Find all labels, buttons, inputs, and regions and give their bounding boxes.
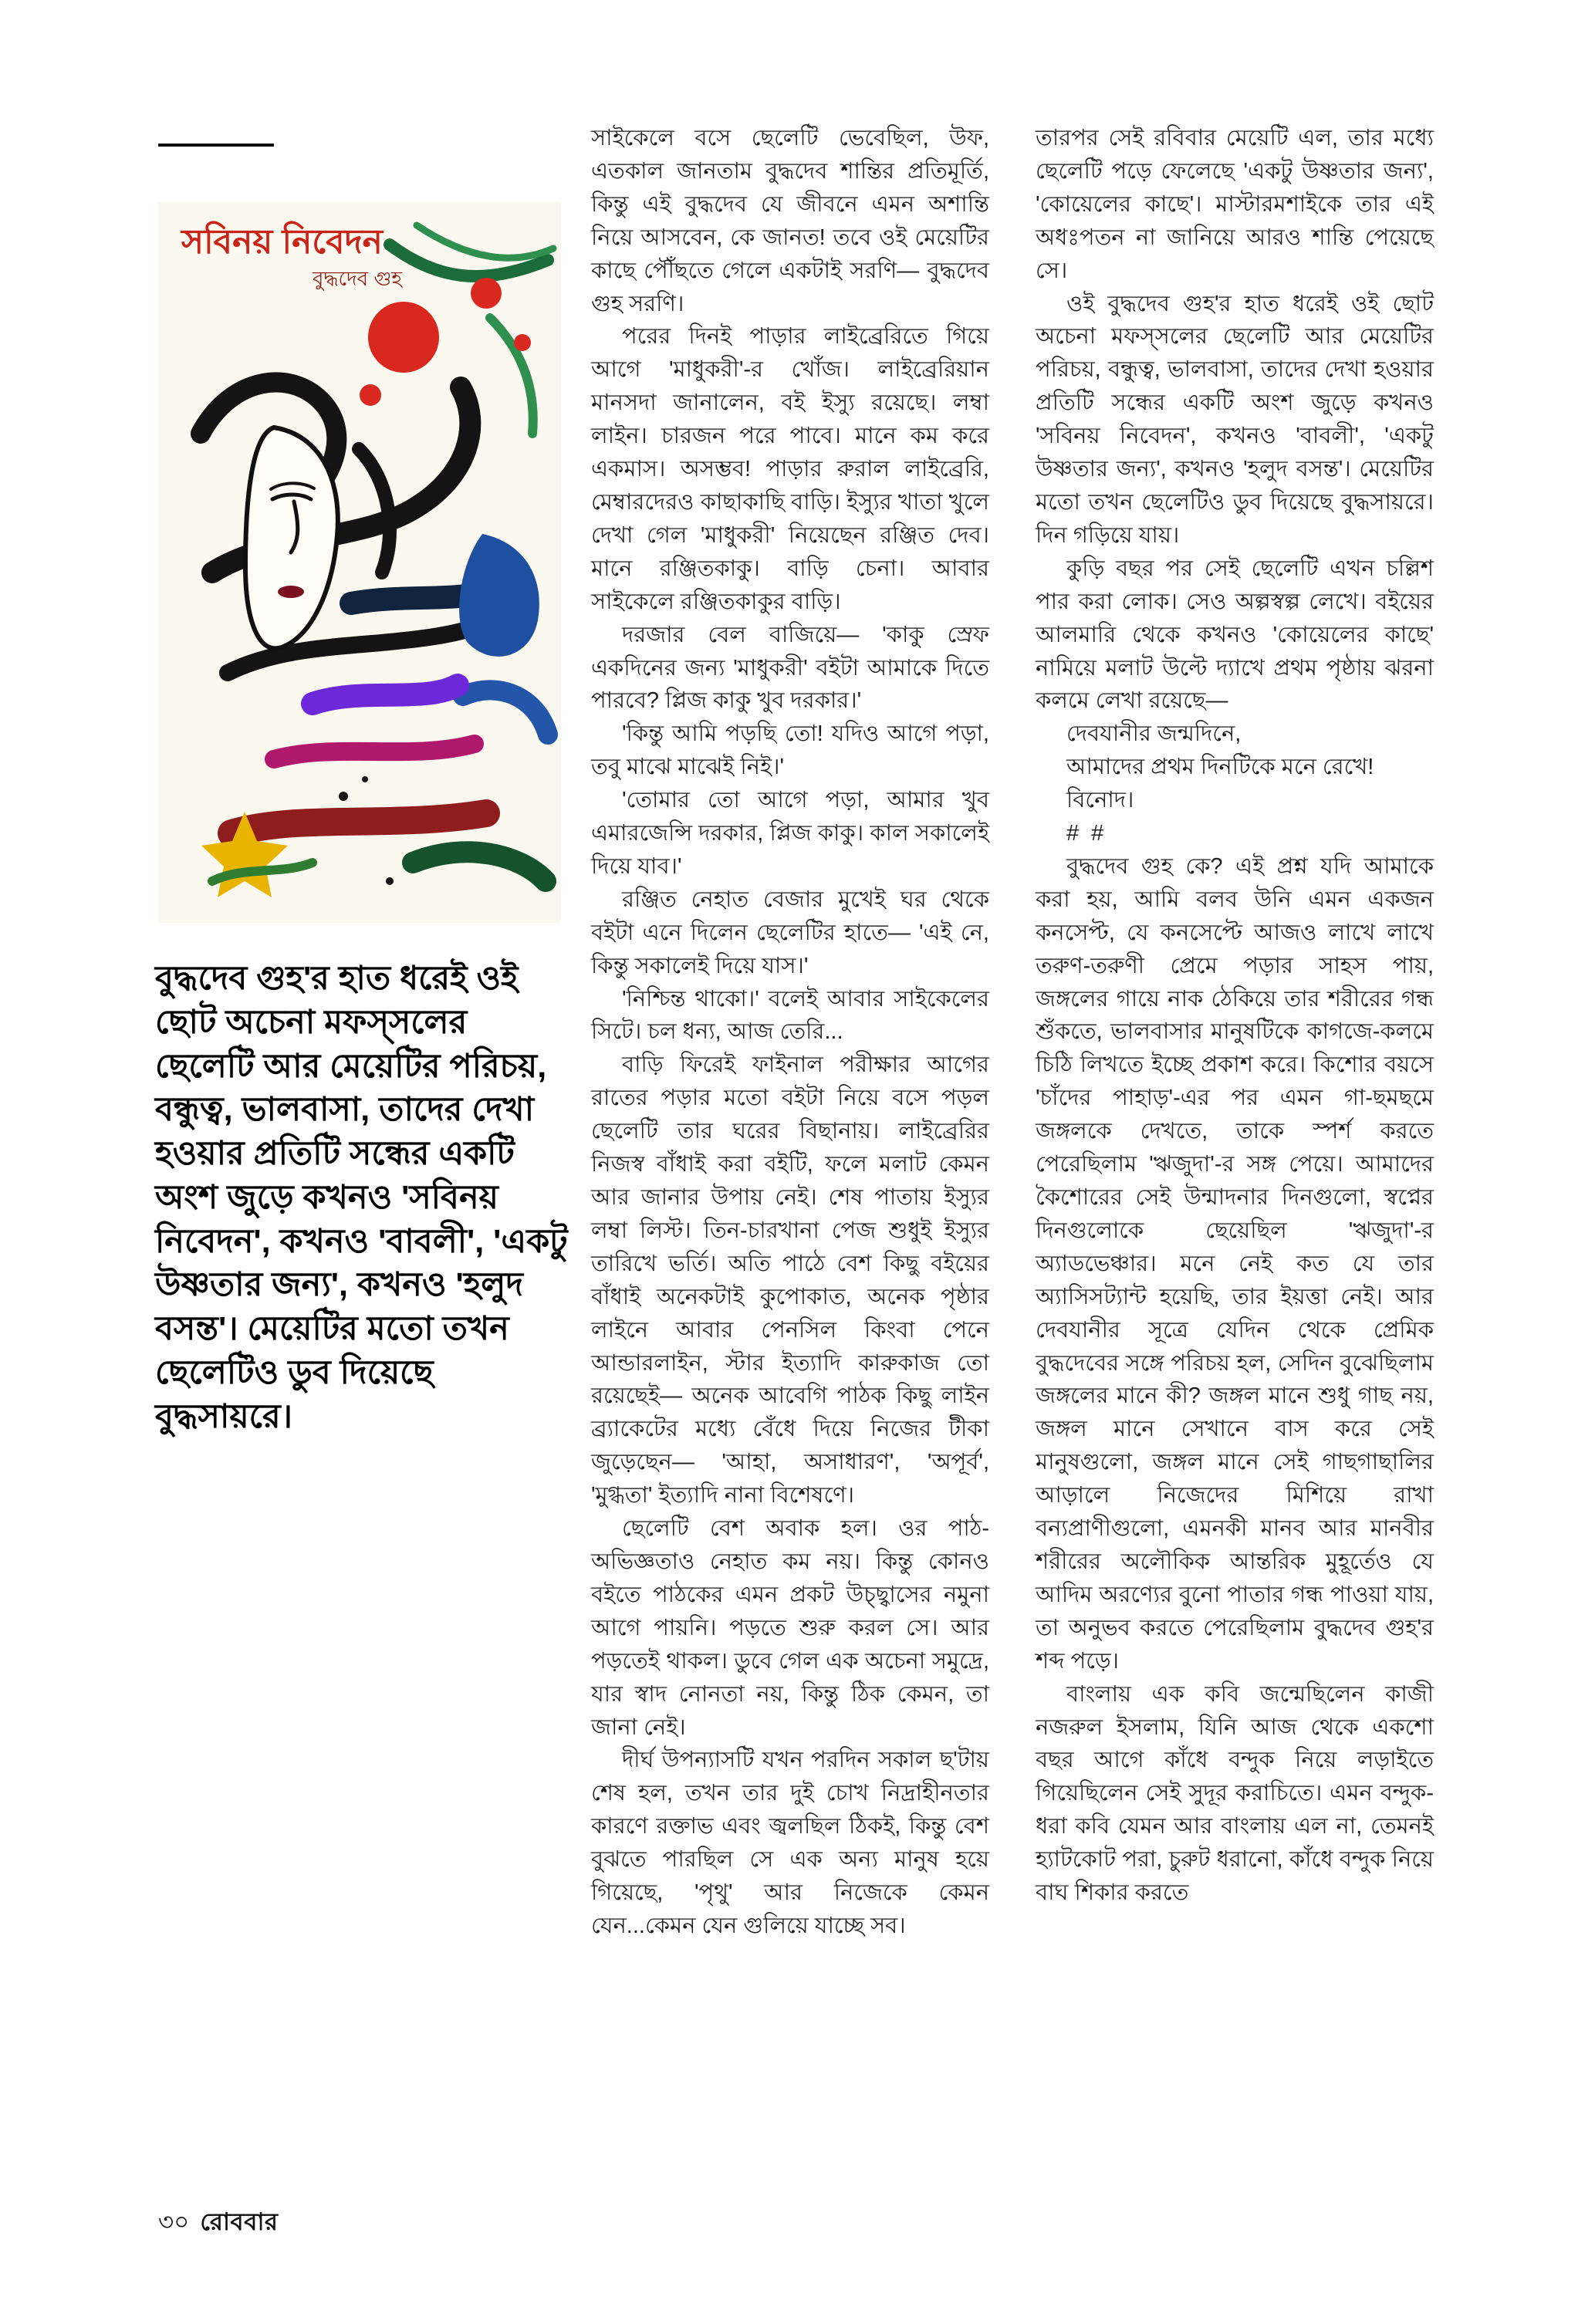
- paragraph: দেবযানীর জন্মদিনে,: [1066, 721, 1242, 747]
- section-rule: [158, 144, 274, 147]
- paragraph: 'তোমার তো আগে পড়া, আমার খুব এমারজেন্সি দরকার, প্লিজ কাকু। কাল সকালেই দিয়ে যাব।': [591, 788, 989, 879]
- paragraph: ওই বুদ্ধদেব গুহ'র হাত ধরেই ওই ছোট অচেনা মফস্সলের ছেলেটি আর মেয়েটির পরিচয়, বন্ধুত্ব, ভালবাসা, তাদের দেখা হওয়ার প্রতিটি সন্ধের একটি অংশ জুড়ে কখনও 'সবিনয় নিবেদন', কখনও 'বাবলী', 'একটু উষ্ণতার জন্য', কখনও 'হলুদ বসন্ত'। মেয়েটির মতো তখন ছেলেটিও ডুব দিয়েছে বুদ্ধসায়রে। দিন গড়িয়ে যায়।: [1036, 291, 1434, 548]
- body-column-right: [1036, 122, 1434, 1910]
- cover-darkred-stroke: [231, 813, 486, 833]
- pull-quote: বুদ্ধদেব গুহ'র হাত ধরেই ওই ছোট অচেনা মফস্সলের ছেলেটি আর মেয়েটির পরিচয়, বন্ধুত্ব, ভালবাসা, তাদের দেখা হওয়ার প্রতিটি সন্ধের একটি অংশ জুড়ে কখনও 'সবিনয় নিবেদন', কখনও 'বাবলী', 'একটু উষ্ণতার জন্য', কখনও 'হলুদ বসন্ত'। মেয়েটির মতো তখন ছেলেটিও ডুব দিয়েছে বুদ্ধসায়রে।: [155, 960, 568, 1435]
- cover-red-blob: [514, 334, 531, 351]
- paragraph: ছেলেটি বেশ অবাক হল। ওর পাঠ-অভিজ্ঞতাও নেহাত কম নয়। কিন্তু কোনও বইতে পাঠকের এমন প্রকট উচ্ছ্বাসের নমুনা আগে পায়নি। পড়তে শুরু করল সে। আর পড়তেই থাকল। ডুবে গেল এক অচেনা সমুদ্রে, যার স্বাদ নোনতা নয়, কিন্তু ঠিক কেমন, তা জানা নেই।: [591, 1516, 989, 1740]
- paragraph: দীর্ঘ উপন্যাসটি যখন পরদিন সকাল ছ'টায় শেষ হল, তখন তার দুই চোখ নিদ্রাহীনতার কারণে রক্তাভ এবং জ্বলছিল ঠিকই, কিন্তু বেশ বুঝতে পারছিল সে এক অন্য মানুষ হয়ে গিয়েছে, 'পৃথু' আর নিজেকে কেমন যেন...কেমন যেন গুলিয়ে যাচ্ছে সব।: [591, 1748, 989, 1938]
- body-column-middle: [591, 122, 989, 1943]
- cover-title: সবিনয় নিবেদন: [181, 223, 383, 261]
- paragraph: আমাদের প্রথম দিনটিকে মনে রেখে!: [1066, 755, 1374, 780]
- paragraph: # #: [1066, 821, 1107, 846]
- book-cover: [158, 202, 561, 923]
- cover-ink-dot: [362, 776, 368, 782]
- cover-purple-stroke: [313, 685, 458, 704]
- cover-red-blob: [360, 384, 381, 406]
- cover-red-blob: [471, 278, 502, 309]
- paragraph: বাংলায় এক কবি জন্মেছিলেন কাজী নজরুল ইসলাম, যিনি আজ থেকে একশো বছর আগে কাঁধে বন্দুক নিয়ে লড়াইতে গিয়েছিলেন সেই সুদূর করাচিতে। এমন বন্দুক-ধরা কবি যেমন আর বাংলায় এল না, তেমনই হ্যাটকোট পরা, চুরুট ধরানো, কাঁধে বন্দুক নিয়ে বাঘ শিকার করতে: [1036, 1681, 1434, 1906]
- book-cover-art: [158, 202, 561, 923]
- cover-magenta-stroke: [274, 744, 475, 759]
- paragraph: পরের দিনই পাড়ার লাইব্রেরিতে গিয়ে আগে 'মাধুকরী'-র খোঁজ। লাইব্রেরিয়ান মানসদা জানালেন, বই ইস্যু রয়েছে। লম্বা লাইন। চারজন পরে পাবে। মানে কম করে একমাস। অসম্ভব! পাড়ার রুরাল লাইব্রেরি, মেম্বারদেরও কাছাকাছি বাড়ি। ইস্যুর খাতা খুলে দেখা গেল 'মাধুকরী' নিয়েছেন রঞ্জিত দেব। মানে রঞ্জিতকাকু। বাড়ি চেনা। আবার সাইকেলে রঞ্জিতকাকুর বাড়ি।: [591, 324, 989, 614]
- paragraph: বাড়ি ফিরেই ফাইনাল পরীক্ষার আগের রাতের পড়ার মতো বইটা নিয়ে বসে পড়ল ছেলেটি তার ঘরের বিছানায়। লাইব্রেরির নিজস্ব বাঁধাই করা বইটি, ফলে মলাট কেমন আর জানার উপায় নেই। শেষ পাতায় ইস্যুর লম্বা লিস্ট। তিন-চারখানা পেজ শুধুই ইস্যুর তারিখে ভর্তি। অতি পাঠে বেশ কিছু বইয়ের বাঁধাই অনেকটাই কুপোকাত, অনেক পৃষ্ঠার লাইনে আবার পেনসিল কিংবা পেনে আন্ডারলাইন, স্টার ইত্যাদি কারুকাজ তো রয়েছেই— অনেক আবেগি পাঠক কিছু লাইন ব্র্যাকেটের মধ্যে বেঁধে দিয়ে নিজের টীকা জুড়েছেন— 'আহা, অসাধারণ', 'অপূর্ব', 'মুগ্ধতা' ইত্যাদি নানা বিশেষণে।: [591, 1052, 989, 1508]
- paragraph: রঞ্জিত নেহাত বেজার মুখেই ঘর থেকে বইটা এনে দিলেন ছেলেটির হাতে— 'এই নে, কিন্তু সকালেই দিয়ে যাস।': [591, 887, 989, 978]
- paragraph: 'কিন্তু আমি পড়ছি তো! যদিও আগে পড়া, তবু মাঝে মাঝেই নিই।': [591, 721, 989, 780]
- page-footer: [158, 2204, 278, 2244]
- paragraph: সাইকেলে বসে ছেলেটি ভেবেছিল, উফ, এতকাল জানতাম বুদ্ধদেব শান্তির প্রতিমূর্তি, কিন্তু এই বুদ্ধদেব যে জীবনে এমন অশান্তি নিয়ে আসবেন, কে জানত! তবে ওই মেয়েটির কাছে পৌঁছতে গেলে একটাই সরণি— বুদ্ধদেব গুহ সরণি।: [591, 126, 989, 316]
- cover-ink-dot: [339, 792, 348, 801]
- page-number: ৩০: [158, 2208, 190, 2235]
- cover-ink-dot: [386, 877, 394, 885]
- paragraph: বিনোদ।: [1066, 788, 1134, 813]
- cover-author: বুদ্ধদেব গুহ: [313, 267, 403, 290]
- paragraph: দরজার বেল বাজিয়ে— 'কাকু স্রেফ একদিনের জন্য 'মাধুকরী' বইটা আমাকে দিতে পারবে? প্লিজ কাকু খুব দরকার।': [591, 622, 989, 714]
- paragraph: 'নিশ্চিন্ত থাকো।' বলেই আবার সাইকেলের সিটে। চল ধন্য, আজ তেরি...: [591, 986, 989, 1045]
- paragraph: তারপর সেই রবিবার মেয়েটি এল, তার মধ্যে ছেলেটি পড়ে ফেলেছে 'একটু উষ্ণতার জন্য', 'কোয়েলের কাছে'। মাস্টারমশাইকে তার এই অধঃপতন না জানিয়ে আরও শান্তি পেয়েছে সে।: [1036, 126, 1434, 283]
- paragraph: বুদ্ধদেব গুহ কে? এই প্রশ্ন যদি আমাকে করা হয়, আমি বলব উনি এমন একজন কনসেপ্ট, যে কনসেপ্টে আজও লাখে লাখে তরুণ-তরুণী প্রেমে পড়ার সাহস পায়, জঙ্গলের গায়ে নাক ঠেকিয়ে তার শরীরের গন্ধ শুঁকতে, ভালবাসার মানুষটিকে কাগজে-কলমে চিঠি লিখতে ইচ্ছে প্রকাশ করে। কিশোর বয়সে 'চাঁদের পাহাড়'-এর পর এমন গা-ছমছমে জঙ্গলকে দেখতে, তাকে স্পর্শ করতে পেরেছিলাম 'ঋজুদা'-র সঙ্গ পেয়ে। আমাদের কৈশোরের সেই উন্মাদনার দিনগুলো, স্বপ্নের দিনগুলোকে ছেয়েছিল 'ঋজুদা'-র অ্যাডভেঞ্চার। মনে নেই কত যে তার অ্যাসিসট্যান্ট হয়েছি, তার ইয়ত্তা নেই। আর দেবযানীর সূত্রে যেদিন থেকে প্রেমিক বুদ্ধদেবের সঙ্গে পরিচয় হল, সেদিন বুঝেছিলাম জঙ্গলের মানে কী? জঙ্গল মানে শুধু গাছ নয়, জঙ্গল মানে সেখানে বাস করে সেই মানুষগুলো, জঙ্গল মানে সেই গাছগাছালির আড়ালে নিজেদের মিশিয়ে রাখা বন্যপ্রাণীগুলো, এমনকী মানব আর মানবীর শরীরের অলৌকিক আন্তরিক মুহূর্তেও যে আদিম অরণ্যের বুনো পাতার গন্ধ পাওয়া যায়, তা অনুভব করতে পেরেছিলাম বুদ্ধদেব গুহ'র শব্দ পড়ে।: [1036, 853, 1434, 1674]
- paragraph: কুড়ি বছর পর সেই ছেলেটি এখন চল্লিশ পার করা লোক। সেও অল্পস্বল্প লেখে। বইয়ের আলমারি থেকে কখনও 'কোয়েলের কাছে' নামিয়ে মলাট উল্টে দ্যাখে প্রথম পৃষ্ঠায় ঝরনা কলমে লেখা রয়েছে—: [1036, 556, 1434, 714]
- cover-red-blob: [368, 302, 439, 373]
- cover-face-lips: [278, 586, 304, 598]
- publication-name: রোববার: [200, 2208, 279, 2235]
